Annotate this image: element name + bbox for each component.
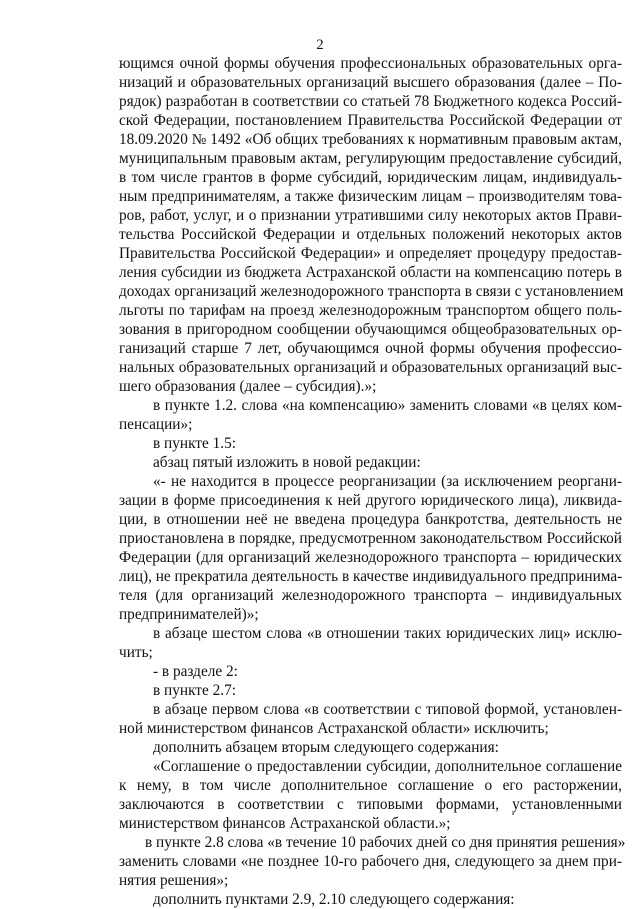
text-line: ным предпринимателям, а также физическим лицам – производителям това- (119, 188, 622, 205)
text-line: низаций и образовательных организаций высшего образования (далее – По- (119, 74, 622, 91)
text-line: ской Федерации, постановлением Правительства Российской Федерации от (119, 112, 622, 129)
text-line: предпринимателей)»; (119, 606, 259, 623)
text-line: - в разделе 2: (153, 663, 238, 680)
text-line: доходах организаций железнодорожного транспорта в связи с установлением (119, 283, 624, 300)
text-line: муниципальным правовым актам, регулирующим предоставление субсидий, (119, 150, 622, 167)
text-line: шего образования (далее – субсидия).»; (119, 378, 377, 395)
text-line: дополнить пунктами 2.9, 2.10 следующего содержания: (153, 891, 515, 908)
text-line: заменить словами «не позднее 10-го рабочего дня, следующего за днем при- (119, 853, 622, 870)
text-line: «Соглашение о предоставлении субсидии, дополнительное соглашение (153, 758, 622, 775)
text-line: «- не находится в процессе реорганизации (за исключением реоргани- (153, 473, 622, 490)
text-line: ции, в отношении неё не введена процедура банкротства, деятельность не (119, 511, 622, 528)
text-line: в том числе грантов в форме субсидий, юридическим лицам, индивидуаль- (119, 169, 622, 186)
text-line: 18.09.2020 № 1492 «Об общих требованиях к нормативным правовым актам, (119, 131, 622, 148)
text-line: ной министерством финансов Астраханской области» исключить; (119, 720, 549, 737)
text-line: в пункте 1.2. слова «на компенсацию» заменить словами «в целях ком- (153, 397, 622, 414)
text-line: лиц), не прекратила деятельность в качестве индивидуального предпринима- (119, 568, 623, 585)
text-line: льготы по тарифам на проезд железнодорожным транспортом общего поль- (119, 302, 622, 319)
text-line: теля (для организаций железнодорожного транспорта – индивидуальных (119, 587, 622, 604)
text-line: Федерации (для организаций железнодорожного транспорта – юридических (119, 549, 622, 566)
text-line: в пункте 2.8 слова «в течение 10 рабочих дней со дня принятия решения» (145, 834, 626, 851)
document-body (119, 54, 626, 909)
text-line: нятия решения»; (119, 872, 229, 889)
text-line: в абзаце первом слова «в соответствии с типовой формой, установлен- (153, 701, 622, 718)
text-line: рядок) разработан в соответствии со статьей 78 Бюджетного кодекса Россий- (119, 93, 622, 110)
text-line: тельства Российской Федерации и отдельных положений некоторых актов (119, 226, 622, 243)
text-line: ющимся очной формы обучения профессиональных образовательных орга- (119, 55, 622, 72)
page-number: 2 (316, 37, 324, 53)
text-line: абзац пятый изложить в новой редакции: (153, 454, 421, 471)
text-line: приостановлена в порядке, предусмотренном законодательством Российской (119, 530, 622, 547)
text-line: ганизаций старше 7 лет, обучающимся очной формы обучения профессио- (119, 340, 622, 357)
text-line: Правительства Российской Федерации» и определяет процедуру предостав- (119, 245, 622, 262)
scan-speck (512, 813, 514, 815)
text-line: пенсации»; (119, 416, 193, 433)
text-line: нальных образовательных организаций и образовательных организаций выс- (119, 359, 622, 376)
text-line: дополнить абзацем вторым следующего содержания: (153, 739, 499, 756)
text-line: чить; (119, 644, 153, 661)
text-line: зования в пригородном сообщении обучающимся общеобразовательных ор- (119, 321, 622, 338)
text-line: ления субсидии из бюджета Астраханской области на компенсацию потерь в (119, 264, 622, 281)
text-line: министерством финансов Астраханской области.»; (119, 815, 451, 832)
text-line: заключаются в соответствии с типовыми формами, установленными (119, 796, 622, 813)
text-line: ров, работ, услуг, и о признании утратившими силу некоторых актов Прави- (119, 207, 622, 224)
text-line: к нему, в том числе дополнительное соглашение о его расторжении, (119, 777, 622, 794)
text-line: зации в форме присоединения к ней другого юридического лица), ликвида- (119, 492, 622, 509)
text-line: в пункте 1.5: (153, 435, 236, 452)
text-line: в абзаце шестом слова «в отношении таких юридических лиц» исклю- (153, 625, 622, 642)
text-line: в пункте 2.7: (153, 682, 236, 699)
